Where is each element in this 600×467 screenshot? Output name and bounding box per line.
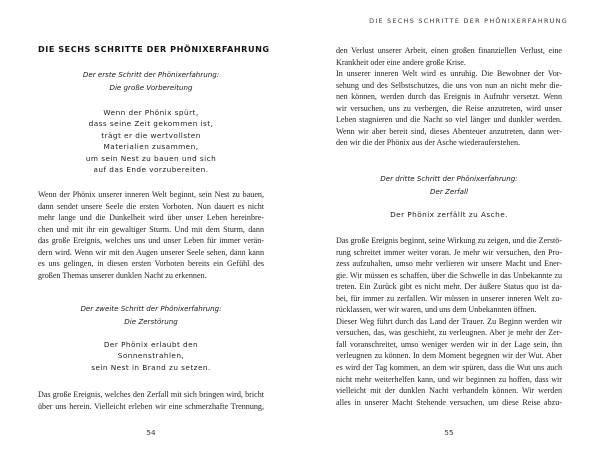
step2-heading-line: Die Zerstörung [124, 317, 178, 326]
step3-heading [336, 172, 562, 198]
body-line: Das große Ereignis beginnt, seine Wirkung zu zeigen, und die Zerstö- [336, 236, 562, 245]
step2-heading [38, 302, 264, 328]
page-number: 54 [146, 428, 156, 437]
step3-heading-line: Der dritte Schritt der Phönixerfahrung: [380, 174, 518, 183]
step1-verse [38, 107, 264, 175]
body-line: wir versuchen, uns zu verbergen, die Reise anzutreten, wird unser [336, 103, 562, 113]
verse-line: Wenn der Phönix spürt, [103, 108, 199, 117]
step3-verse [336, 209, 562, 220]
body-line: treten. Ein Zurück gibt es nicht mehr. Der äußere Status quo ist da- [336, 282, 562, 292]
body-line: mehr lange und die Dunkelheit wird über unser Leben hereinbre- [38, 213, 264, 223]
verse-line: sein Nest in Brand zu setzen. [91, 362, 211, 372]
body-line: nicht mehr weiterhelfen kann, und wir beginnen zu hoffen, dass wir [336, 374, 562, 384]
body-line: bei, für immer zu zerfallen. Wir müssen in unserer inneren Welt zu- [336, 293, 562, 303]
step3-body [336, 235, 562, 408]
body-line: chen und mit ihr ein gewaltiger Sturm. Und mit dem Sturm, dann [38, 224, 264, 234]
body-line: sehung und des Selbstschutzes, die uns von nun an nicht mehr die- [336, 80, 562, 90]
body-line: über uns herein. Vielleicht erleben wir eine schmerzhafte Trennung, [38, 401, 264, 411]
body-line: versuchen, das, was geschieht, zu verleugnen. Aber je mehr der Zer- [336, 328, 562, 338]
body-line: gie. Wir müssen es schaffen, über die Schwelle in das Unbekannte zu [336, 270, 562, 280]
step1-body [38, 189, 264, 281]
step2-verse [38, 339, 264, 373]
body-line: zess aufzuhalten, umso mehr verlieren wir unsere Macht und Ener- [336, 259, 562, 269]
body-line: dann sendet unsere Seele die ersten Vorboten. Nun dauert es nicht [38, 201, 264, 211]
continued-body [336, 45, 562, 149]
body-line: rücklassen, wer wir waren, und uns dem Unbekannten öffnen. [336, 305, 537, 315]
verse-line: um sein Nest zu bauen und sich [85, 153, 217, 163]
body-line: Dieser Weg führt durch das Land der Trauer. Zu Beginn werden wir [336, 316, 562, 326]
body-line: alles in unserer Macht Stehende versuchen, um diese Reise abzu- [336, 397, 562, 407]
verse-line: Der Phönix erlaubt den [103, 340, 199, 349]
verse-line: auf das Ende vorzubereiten. [93, 165, 209, 175]
verse-line: dass seine Zeit gekommen ist, [88, 119, 214, 129]
step2-body [38, 389, 264, 412]
body-line: nen können, werden durch das Ereignis in Aufruhr versetzt. Wenn [336, 92, 562, 102]
step2-heading-line: Der zweite Schritt der Phönixerfahrung: [80, 304, 222, 313]
running-head: DIE SECHS SCHRITTE DER PHÖNIXERFAHRUNG [369, 17, 568, 25]
body-line: fall voranschreitet, umso weniger werden wir in der Lage sein, ihn [336, 339, 562, 349]
body-line: rung schreitet immer weiter voran. Je mehr wir versuchen, den Pro- [336, 247, 562, 257]
body-line: das große Ereignis, welches uns und unser Leben für immer verän- [38, 236, 264, 246]
body-line: verleugnen zu können. In dem Moment begegnen wir der Wut. Aber [336, 351, 562, 361]
body-line: Leben stagnieren und die Nacht so viel länger und dunkler werden. [336, 115, 562, 125]
step1-heading-line: Der erste Schritt der Phönixerfahrung: [82, 70, 220, 79]
body-line: Das große Ereignis, welches den Zerfall mit sich bringen wird, bricht [38, 390, 264, 399]
verse-line: Sonnenstrahlen, [117, 351, 185, 361]
body-line: es wird der Tag kommen, an dem wir spüren, dass die Wut uns auch [336, 363, 562, 373]
verse-line: Materialien zusammen, [103, 142, 199, 152]
body-line: dern wird. Wenn wir mit den Augen unserer Seele sehen, dann kann [38, 247, 264, 257]
body-line: den Verlust unserer Arbeit, einen großen finanziellen Verlust, eine [336, 46, 562, 55]
body-line: In unserer inneren Welt wird es unruhig. Die Bewohner der Vor- [336, 69, 562, 79]
body-line: großen Themas unserer dunklen Nacht zu erkennen. [38, 270, 207, 280]
step1-heading [38, 68, 264, 94]
body-line: vielleicht mit der dunklen Nacht verhandeln können. Wir werden [336, 386, 562, 396]
body-line: Krankheit oder eine andere große Krise. [336, 57, 466, 67]
chapter-title: DIE SECHS SCHRITTE DER PHÖNIXERFAHRUNG [38, 44, 270, 54]
verse-line: trägt er die wertvollsten [101, 130, 201, 140]
page-number: 55 [444, 428, 454, 437]
body-line: Wenn wir aber bereit sind, dieses Abenteuer anzutreten, dann wer- [336, 126, 562, 136]
step3-heading-line: Der Zerfall [430, 187, 468, 196]
step1-heading-line: Die große Vorbereitung [109, 83, 193, 92]
body-line: Wenn der Phönix unserer inneren Welt beginnt, sein Nest zu bauen, [38, 190, 264, 199]
body-line: es uns gelingen, in diesen ersten Vorboten bereits ein Gefühl des [38, 259, 264, 269]
verse-line: Der Phönix zerfällt zu Asche. [390, 210, 508, 219]
right-page [300, 0, 600, 467]
body-line: den wir die der Phönix aus der Asche wiederauferstehen. [336, 138, 521, 148]
